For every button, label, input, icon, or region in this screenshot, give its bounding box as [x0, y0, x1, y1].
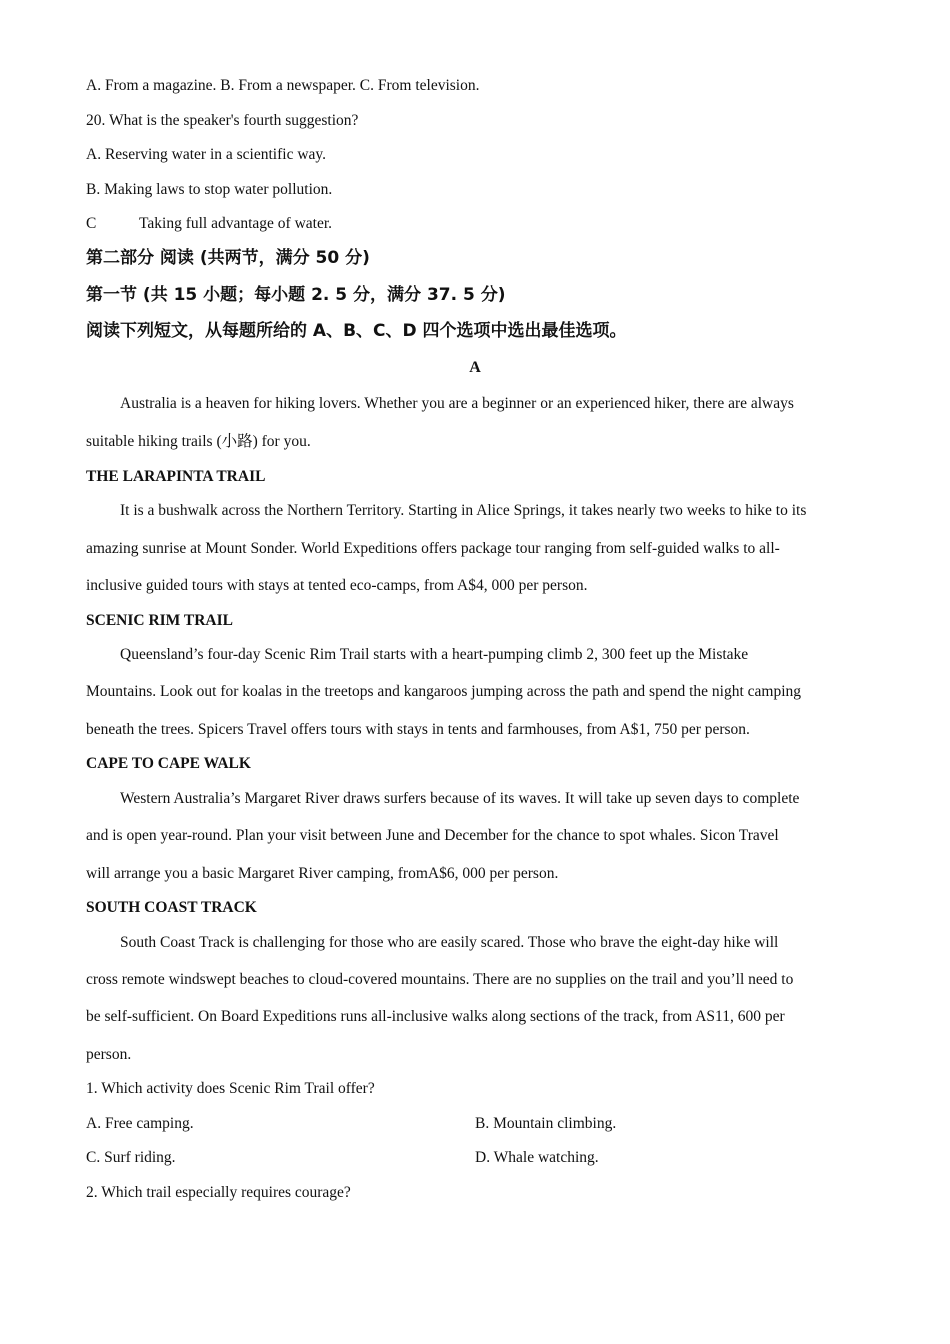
larapinta-line-2: amazing sunrise at Mount Sonder. World Expeditions offers package tour ranging from self-guided walks to all-: [86, 540, 780, 557]
south-coast-line-4: person.: [86, 1046, 132, 1063]
q20-question: 20. What is the speaker's fourth suggestion?: [86, 112, 359, 129]
cape-line-3: will arrange you a basic Margaret River camping, fromA$6, 000 per person.: [86, 865, 559, 882]
intro-line-1: Australia is a heaven for hiking lovers. Whether you are a beginner or an experienced hiker, there are always: [120, 395, 794, 412]
q1-option-d: D. Whale watching.: [475, 1149, 599, 1166]
larapinta-line-1: It is a bushwalk across the Northern Territory. Starting in Alice Springs, it takes nearly two weeks to hike to its: [120, 502, 807, 519]
q20-option-a: A. Reserving water in a scientific way.: [86, 146, 327, 163]
section-one-header: 第一节 (共 15 小题；每小题 2. 5 分，满分 37. 5 分): [86, 285, 506, 305]
south-coast-line-1: South Coast Track is challenging for those who are easily scared. Those who brave the eight-day hike will: [120, 934, 779, 951]
section-title-scenic-rim: SCENIC RIM TRAIL: [86, 612, 233, 629]
q20-option-c-letter: C: [86, 215, 97, 232]
south-coast-line-3: be self-sufficient. On Board Expeditions runs all-inclusive walks along sections of the track, from AS11, 600 per: [86, 1008, 785, 1025]
section-title-larapinta: THE LARAPINTA TRAIL: [86, 468, 266, 485]
question-1: 1. Which activity does Scenic Rim Trail offer?: [86, 1080, 375, 1097]
q20-option-b: B. Making laws to stop water pollution.: [86, 181, 333, 198]
q1-option-a: A. Free camping.: [86, 1115, 194, 1132]
q20-option-c-text: Taking full advantage of water.: [139, 215, 333, 232]
question-2: 2. Which trail especially requires courage?: [86, 1184, 351, 1201]
q1-option-c: C. Surf riding.: [86, 1149, 176, 1166]
larapinta-line-3: inclusive guided tours with stays at tented eco-camps, from A$4, 000 per person.: [86, 577, 588, 594]
q20-option-c: [86, 214, 486, 234]
section-title-cape-to-cape: CAPE TO CAPE WALK: [86, 755, 251, 772]
scenic-rim-line-1: Queensland’s four-day Scenic Rim Trail starts with a heart-pumping climb 2, 300 feet up the Mistake: [120, 646, 749, 663]
reading-instruction: 阅读下列短文，从每题所给的 A、B、C、D 四个选项中选出最佳选项。: [86, 321, 627, 341]
q19-options: A. From a magazine. B. From a newspaper. C. From television.: [86, 77, 480, 94]
scenic-rim-line-2: Mountains. Look out for koalas in the treetops and kangaroos jumping across the path and spend the night camping: [86, 683, 802, 700]
passage-label: A: [469, 359, 481, 376]
section-title-south-coast: SOUTH COAST TRACK: [86, 899, 257, 916]
south-coast-line-2: cross remote windswept beaches to cloud-covered mountains. There are no supplies on the trail and you’ll need to: [86, 971, 794, 988]
intro-line-2: suitable hiking trails (小路) for you.: [86, 433, 311, 450]
scenic-rim-line-3: beneath the trees. Spicers Travel offers tours with stays in tents and farmhouses, from A$1, 750 per person.: [86, 721, 750, 738]
q1-option-b: B. Mountain climbing.: [475, 1115, 617, 1132]
part-two-header: 第二部分 阅读 (共两节，满分 50 分): [86, 248, 370, 268]
cape-line-2: and is open year-round. Plan your visit between June and December for the chance to spot whales. Sicon Travel: [86, 827, 779, 844]
cape-line-1: Western Australia’s Margaret River draws surfers because of its waves. It will take up seven days to complete: [120, 790, 800, 807]
